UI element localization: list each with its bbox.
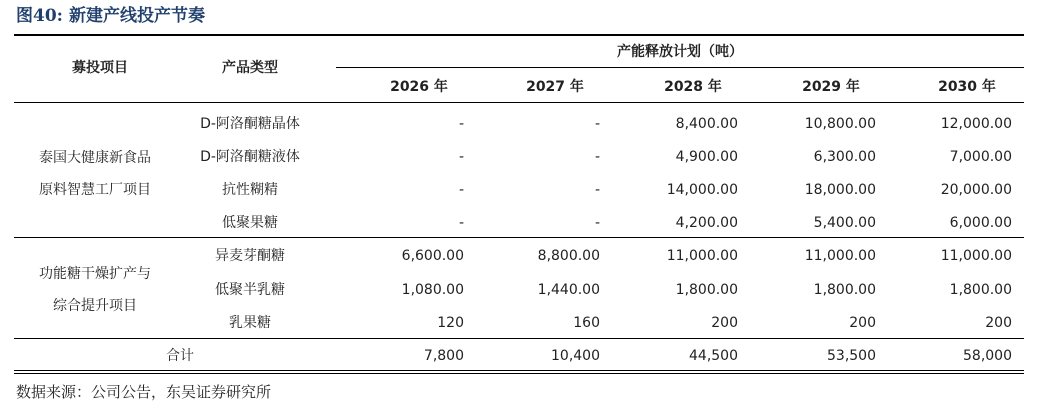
capacity-value: 5,400.00 — [813, 215, 876, 231]
capacity-value: 120 — [437, 315, 464, 331]
total-value: 7,800 — [423, 348, 464, 364]
product-name: D-阿洛酮糖液体 — [200, 149, 300, 165]
total-label: 合计 — [166, 348, 194, 364]
capacity-value: 1,800.00 — [675, 282, 738, 298]
capacity-value: 1,080.00 — [401, 282, 464, 298]
capacity-value: 6,300.00 — [813, 149, 876, 165]
header-project: 募投项目 — [72, 60, 128, 76]
capacity-value: 4,900.00 — [675, 149, 738, 165]
figure-title — [16, 2, 205, 30]
capacity-value: 18,000.00 — [804, 182, 876, 198]
product-name: 低聚果糖 — [222, 215, 278, 231]
total-value: 10,400 — [551, 348, 600, 364]
capacity-value: 6,000.00 — [949, 215, 1012, 231]
product-name: 抗性糊精 — [222, 182, 278, 198]
capacity-value: - — [458, 182, 464, 198]
project-name-line: 综合提升项目 — [53, 297, 137, 314]
capacity-value: - — [594, 149, 600, 165]
capacity-value: 11,000.00 — [804, 248, 876, 264]
project-name-line: 功能糖干燥扩产与 — [39, 265, 151, 282]
capacity-value: - — [458, 116, 464, 132]
capacity-value: 1,800.00 — [813, 282, 876, 298]
capacity-value: - — [594, 182, 600, 198]
capacity-value: 4,200.00 — [675, 215, 738, 231]
header-bottom-rule — [14, 102, 1024, 103]
product-name: D-阿洛酮糖晶体 — [200, 116, 300, 132]
data-source-note: 数据来源：公司公告，东吴证券研究所 — [16, 383, 272, 401]
header-product-type: 产品类型 — [222, 60, 278, 76]
capacity-value: - — [594, 116, 600, 132]
capacity-value: 160 — [573, 315, 600, 331]
product-name: 异麦芽酮糖 — [215, 248, 285, 264]
project-name-line: 原料智慧工厂项目 — [39, 181, 151, 198]
capacity-value: - — [458, 149, 464, 165]
product-name: 乳果糖 — [229, 315, 271, 331]
header-year: 2028 年 — [664, 79, 722, 95]
capacity-value: 8,400.00 — [675, 116, 738, 132]
total-value: 44,500 — [689, 348, 738, 364]
capacity-value: 200 — [985, 315, 1012, 331]
capacity-value: 200 — [711, 315, 738, 331]
header-year: 2026 年 — [390, 79, 448, 95]
table-bottom-rule — [14, 370, 1024, 371]
header-year: 2029 年 — [802, 79, 860, 95]
capacity-value: 14,000.00 — [666, 182, 738, 198]
figure-number: 图40 — [16, 6, 57, 26]
product-name: 低聚半乳糖 — [215, 282, 285, 298]
capacity-value: 10,800.00 — [804, 116, 876, 132]
total-top-rule — [14, 338, 1024, 339]
capacity-value: 11,000.00 — [666, 248, 738, 264]
capacity-value: 7,000.00 — [949, 149, 1012, 165]
capacity-value: 1,800.00 — [949, 282, 1012, 298]
header-capacity-plan: 产能释放计划（吨） — [617, 44, 743, 60]
table-bottom-rule-double — [14, 373, 1024, 374]
plan-header-rule — [336, 67, 1024, 68]
capacity-value: 1,440.00 — [537, 282, 600, 298]
total-value: 58,000 — [963, 348, 1012, 364]
figure-title-text: 新建产线投产节奏 — [68, 6, 205, 26]
header-year: 2027 年 — [526, 79, 584, 95]
capacity-value: 6,600.00 — [401, 248, 464, 264]
capacity-value: 12,000.00 — [940, 116, 1012, 132]
group-divider-rule — [14, 237, 1024, 238]
figure-title-separator: : — [56, 6, 63, 26]
table-top-rule — [14, 34, 1024, 36]
header-year: 2030 年 — [938, 79, 996, 95]
capacity-value: 11,000.00 — [940, 248, 1012, 264]
total-value: 53,500 — [827, 348, 876, 364]
project-name-line: 泰国大健康新食品 — [39, 149, 151, 166]
capacity-value: 8,800.00 — [537, 248, 600, 264]
capacity-value: 20,000.00 — [940, 182, 1012, 198]
capacity-value: 200 — [849, 315, 876, 331]
capacity-value: - — [458, 215, 464, 231]
capacity-value: - — [594, 215, 600, 231]
